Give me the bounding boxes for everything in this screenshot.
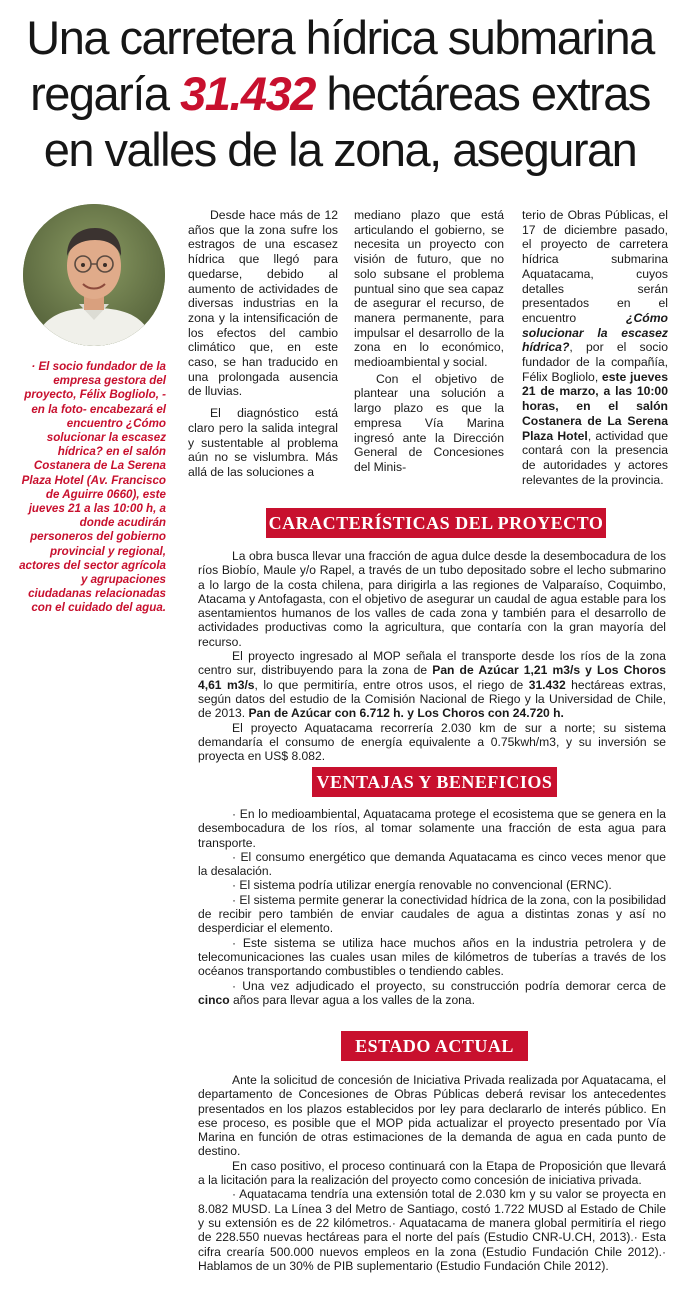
headline-hectares-number: 31.432 <box>180 67 315 120</box>
ventajas-item-6 <box>198 979 666 1008</box>
section-heading-ventajas: VENTAJAS Y BENEFICIOS <box>312 767 557 797</box>
headline-line-1: Una carretera hídrica submarina <box>26 11 654 64</box>
section-ventajas-body <box>198 807 666 1007</box>
event-date-place: este jueves 21 de marzo, a las 10:00 horas, en el salón Costanera de La Serena Plaza Hotel <box>522 369 668 443</box>
section-estado-body <box>198 1073 666 1273</box>
caracteristicas-paragraph-3: El proyecto Aquatacama recorrería 2.030 km de sur a norte; su sistema demandaría el consumo de energía equivalente a 0.75kwh/m3, y su inversión se proyecta en US$ 8.082. <box>198 720 666 764</box>
portrait-illustration <box>23 204 165 346</box>
ventajas-item-2: · El consumo energético que demanda Aquatacama es cinco veces menor que la desalación. <box>198 849 666 879</box>
flow-values: Pan de Azúcar 1,21 m3/s y Los Choros 4,61 m3/s <box>198 663 666 692</box>
caracteristicas-paragraph-2 <box>198 649 666 720</box>
intro-column-2 <box>354 208 504 475</box>
intro-column-3 <box>522 208 668 487</box>
section-heading-estado: ESTADO ACTUAL <box>341 1031 528 1061</box>
hectares-breakdown: Pan de Azúcar con 6.712 h. y Los Choros con 24.720 h. <box>245 706 564 721</box>
estado-paragraph-3: · Aquatacama tendría una extensión total de 2.030 km y su valor se proyecta en 8.082 MUSD. La Línea 3 del Metro de Santiago, costó 1.722 MUSD al Estado de Chile y su extensión es de 22 kilómetros.· Aquatacama de manera global permitiría el riego de 228.550 nuevas hectáreas para el norte del país (Estudio CNR-U.CH, 2013).· Esta cifra crearía 500.000 nuevos empleos en la zona (Estudio Fundación Chile 2012).· Hablamos de un 30% de PIB suplementario (Estudio Fundación Chile 2012). <box>198 1187 666 1273</box>
caracteristicas-p2-f: según datos del estudio de la Comisión Nacional de Riego y la Universidad de Chile, de 2013. <box>198 691 666 721</box>
ventajas-item-6-a: · Una vez adjudicado el proyecto, su construcción podría demorar cerca de <box>232 978 666 993</box>
caracteristicas-p2-c: , lo que permitiría, entre otros usos, el riego de <box>254 677 529 692</box>
intro-paragraph-3: mediano plazo que está articulando el gobierno, se necesita un proyecto con visión de futuro, que no solo subsane el problema puntual sino que sea capaz de asegurar el recurso, de manera permanente, para impulsar el desarrollo de la zona en lo económico, medioambiental y social. <box>354 208 504 370</box>
caracteristicas-p2-e: hectáreas extras, <box>565 677 666 692</box>
headline-line-2-post: hectáreas extras <box>314 67 650 120</box>
portrait-photo <box>23 204 165 346</box>
caracteristicas-paragraph-1: La obra busca llevar una fracción de agua dulce desde la desembocadura de los ríos Biobío, Maule y/o Rapel, a través de un tubo depositado sobre el lecho submarino a lo largo de la costa chilena, para dirigirla a las regiones de Valparaíso, Coquimbo, Atacama y Antofagasta, con el objetivo de asegurar un caudal de agua estable para los asentamientos humanos de los valles de cada zona y también para el desarrollo de actividades productivas como la agricultura, que contaría con la gran mayoría del recurso. <box>198 549 666 649</box>
headline-line-2 <box>0 66 680 122</box>
hectares-value: 31.432 <box>528 677 566 692</box>
headline-line-2-pre: regaría <box>30 67 181 120</box>
ventajas-item-1: · En lo medioambiental, Aquatacama protege el ecosistema que se genera en la desembocadura de los ríos, al tomar solamente una fracción de esta agua para transporte. <box>198 807 666 850</box>
intro-paragraph-2: El diagnóstico está claro pero la salida integral y sustentable al problema aún no se vislumbra. Más allá de las soluciones a <box>188 406 338 479</box>
section-heading-caracteristicas: CARACTERÍSTICAS DEL PROYECTO <box>266 508 606 538</box>
ventajas-item-4: · El sistema permite generar la conectividad hídrica de la zona, con la posibilidad de recibir pero también de enviar caudales de agua a distintas zonas y así no desperdiciar el elemento. <box>198 892 666 936</box>
section-caracteristicas-body <box>198 549 666 763</box>
intro-p5-text-a: terio de Obras Públicas, el 17 de diciembre pasado, el proyecto de carretera hídrica submarina Aquatacama, cuyos detalles serán presentados en el encuentro <box>522 208 668 325</box>
intro-paragraph-1: Desde hace más de 12 años que la zona sufre los estragos de una escasez hídrica que llegó para quedarse, debido al aumento de actividades de diversas industrias en la zona y la intensificación de los efectos del cambio climático que, en este caso, se han traducido en una prolongada ausencia de lluvias. <box>188 208 338 399</box>
intro-paragraph-4: Con el objetivo de plantear una solución a largo plazo es que la empresa Vía Marina ingresó ante la Dirección General de Concesiones del Minis- <box>354 371 504 474</box>
event-title: ¿Cómo solucionar la escasez hídrica? <box>522 310 668 355</box>
ventajas-item-6-c: años para llevar agua a los valles de la zona. <box>229 992 475 1007</box>
intro-p5-text-c: , por el socio fundador de la compañía, Félix Bogliolo, <box>522 340 668 384</box>
ventajas-item-3: · El sistema podría utilizar energía renovable no convencional (ERNC). <box>232 878 612 893</box>
intro-p5-text-e: , actividad que contará con la presencia de autoridades y actores relevantes de la provincia. <box>522 428 668 487</box>
estado-paragraph-2: En caso positivo, el proceso continuará con la Etapa de Proposición que llevará a la licitación para la realización del proyecto como concesión de iniciativa privada. <box>198 1158 666 1188</box>
intro-column-1 <box>188 208 338 480</box>
headline-line-3: en valles de la zona, aseguran <box>43 123 637 176</box>
intro-paragraph-5 <box>522 208 668 487</box>
years-value: cinco <box>198 992 230 1007</box>
headline <box>0 0 680 178</box>
caracteristicas-p2-a: El proyecto ingresado al MOP señala el transporte desde los ríos de la zona centro sur, distribuyendo para la zona de <box>198 649 666 678</box>
estado-paragraph-1: Ante la solicitud de concesión de Iniciativa Privada realizada por Aquatacama, el departamento de Concesiones de Obras Públicas deberá revisar los antecedentes presentados en los plazos establecidos por ley para declararlo de interés público. En ese proceso, es posible que el MOP pida actualizar el proyecto presentado por Vía Marina en función de otras estimaciones de la demanda de agua en cada punto de destino. <box>198 1073 666 1159</box>
ventajas-item-5: · Este sistema se utiliza hace muchos años en la industria petrolera y de telecomunicaciones las cuales usan miles de kilómetros de tuberías a través de los océanos transportando combustibles o tendiendo cables. <box>198 935 666 979</box>
photo-caption: · El socio fundador de la empresa gestora del proyecto, Félix Bogliolo, -en la foto- encabezará el encuentro ¿Cómo solucionar la escasez hídrica? en el salón Costanera de La Serena Plaza Hotel (Av. Francisco de Aguirre 0660), este jueves 21 a las 10:00 h, a donde acudirán personeros del gobierno provincial y regional, actores del sector agrícola y agrupaciones ciudadanas relacionadas con el cuidado del agua. <box>19 360 166 615</box>
